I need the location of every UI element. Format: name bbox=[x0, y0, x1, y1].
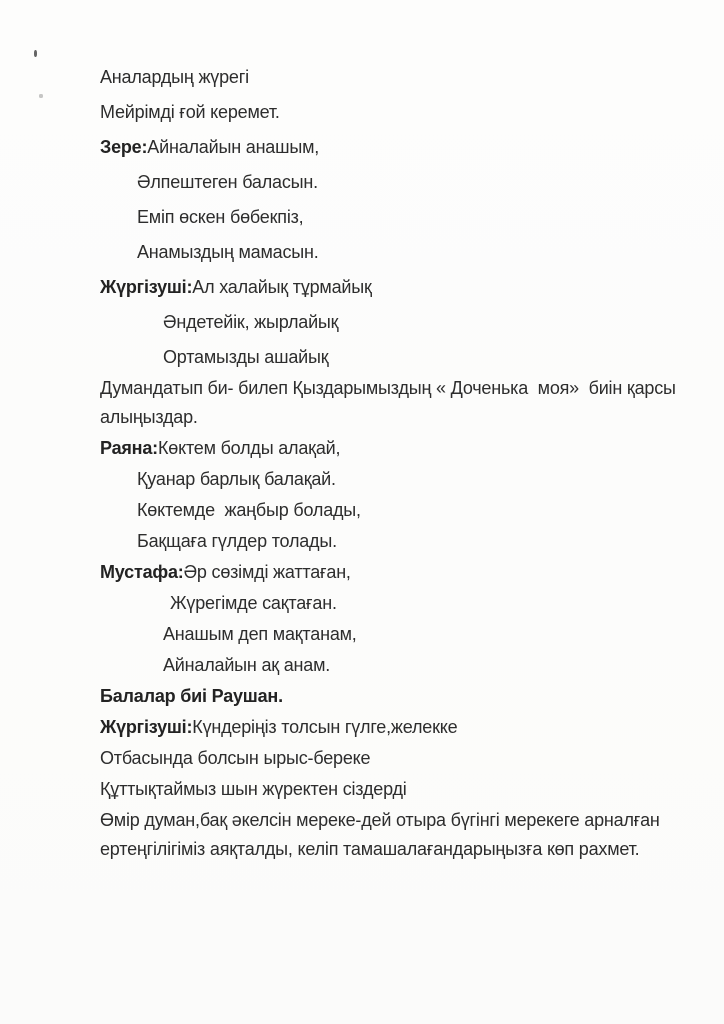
text-line bbox=[0, 468, 724, 490]
ink-speck-dot bbox=[39, 94, 43, 98]
line-text: Өмір думан,бақ әкелсін мереке-дей отыра бүгінгі мерекеге арналған bbox=[100, 810, 660, 830]
document-body bbox=[0, 66, 724, 869]
text-line bbox=[0, 623, 724, 645]
text-line bbox=[0, 206, 724, 228]
line-text: Ортамызды ашайық bbox=[163, 347, 329, 367]
text-line bbox=[0, 747, 724, 769]
speaker-label: Балалар биі Раушан. bbox=[100, 686, 283, 706]
line-text: Ал халайық тұрмайық bbox=[192, 277, 372, 297]
text-line bbox=[0, 101, 724, 123]
line-text: Бақщаға гүлдер толады. bbox=[137, 531, 337, 551]
text-line bbox=[0, 499, 724, 521]
speaker-label: Зере: bbox=[100, 137, 148, 157]
text-line bbox=[0, 778, 724, 800]
speaker-label: Жүргізуші: bbox=[100, 717, 193, 737]
line-text: Мейрімді ғой керемет. bbox=[100, 102, 280, 122]
line-text: Анашым деп мақтанам, bbox=[163, 624, 357, 644]
text-line bbox=[0, 685, 724, 707]
text-line bbox=[0, 171, 724, 193]
line-text: Аналардың жүрегі bbox=[100, 67, 249, 87]
line-text: Қуанар барлық балақай. bbox=[137, 469, 336, 489]
text-line bbox=[0, 311, 724, 333]
line-text: Айналайын анашым, bbox=[147, 137, 320, 157]
line-text: Әлпештеген баласын. bbox=[137, 172, 318, 192]
line-text: Жүрегімде сақтаған. bbox=[170, 593, 337, 613]
speaker-label: Мустафа: bbox=[100, 562, 184, 582]
line-text: Көктемде жаңбыр болады, bbox=[137, 500, 361, 520]
text-line bbox=[0, 406, 724, 428]
text-line bbox=[0, 241, 724, 263]
text-line bbox=[0, 809, 724, 831]
line-text: Құттықтаймыз шын жүректен сіздерді bbox=[100, 779, 407, 799]
text-line bbox=[0, 592, 724, 614]
line-text: Еміп өскен бөбекпіз, bbox=[137, 207, 304, 227]
line-text: Айналайын ақ анам. bbox=[163, 655, 331, 675]
line-text: Көктем болды алақай, bbox=[157, 438, 341, 458]
text-line bbox=[0, 530, 724, 552]
line-text: Әр сөзімді жаттаған, bbox=[183, 562, 351, 582]
text-line bbox=[0, 276, 724, 298]
text-line bbox=[0, 838, 724, 860]
text-line bbox=[0, 66, 724, 88]
text-line bbox=[0, 716, 724, 738]
ink-speck-tick bbox=[34, 50, 37, 57]
line-text: Отбасында болсын ырыс-береке bbox=[100, 748, 371, 768]
text-line bbox=[0, 136, 724, 158]
text-line bbox=[0, 561, 724, 583]
text-line bbox=[0, 437, 724, 459]
line-text: Әндетейік, жырлайық bbox=[163, 312, 339, 332]
line-text: алыңыздар. bbox=[100, 407, 198, 427]
line-text: Күндеріңіз толсын гүлге,желекке bbox=[192, 717, 458, 737]
text-line bbox=[0, 377, 724, 399]
speaker-label: Раяна: bbox=[100, 438, 158, 458]
line-text: Анамыздың мамасын. bbox=[137, 242, 319, 262]
line-text: ертеңгілігіміз аяқталды, келіп тамашалағандарыңызға көп рахмет. bbox=[100, 839, 640, 859]
text-line bbox=[0, 346, 724, 368]
speaker-label: Жүргізуші: bbox=[100, 277, 193, 297]
text-line bbox=[0, 654, 724, 676]
line-text: Думандатып би- билеп Қыздарымыздың « Доченька моя» биін қарсы bbox=[100, 378, 676, 398]
